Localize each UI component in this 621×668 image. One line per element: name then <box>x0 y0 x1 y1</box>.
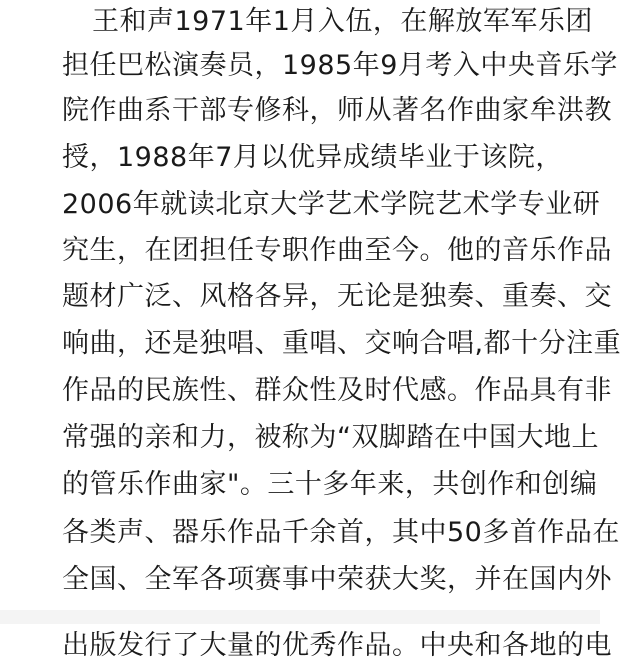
paragraph-line-13: 全国、全军各项赛事中荣获大奖，并在国内外 <box>62 564 612 595</box>
paragraph-line-5: 2006年就读北京大学艺术学院艺术学专业研 <box>62 189 601 220</box>
paragraph-line-14: 出版发行了大量的优秀作品。中央和各地的电 <box>62 630 612 661</box>
page-break-gap <box>0 610 600 624</box>
paragraph-line-10: 常强的亲和力，被称为“双脚踏在中国大地上 <box>62 422 599 453</box>
paragraph-line-11: 的管乐作曲家"。三十多年来，共创作和创编 <box>62 469 598 500</box>
paragraph-line-2: 担任巴松演奏员，1985年9月考入中央音乐学 <box>62 50 618 81</box>
paragraph-line-4: 授，1988年7月以优异成绩毕业于该院， <box>62 142 563 173</box>
paragraph-line-3: 院作曲系干部专修科，师从著名作曲家牟洪教 <box>62 95 612 126</box>
paragraph-line-8: 响曲，还是独唱、重唱、交响合唱,都十分注重 <box>62 328 621 359</box>
paragraph-line-6: 究生，在团担任专职作曲至今。他的音乐作品 <box>62 235 612 266</box>
paragraph-line-1: 王和声1971年1月入伍，在解放军军乐团 <box>92 6 593 37</box>
paragraph-line-12: 各类声、器乐作品千余首，其中50多首作品在 <box>62 517 620 548</box>
paragraph-line-7: 题材广泛、风格各异，无论是独奏、重奏、交 <box>62 281 612 312</box>
paragraph-line-9: 作品的民族性、群众性及时代感。作品具有非 <box>62 375 612 406</box>
